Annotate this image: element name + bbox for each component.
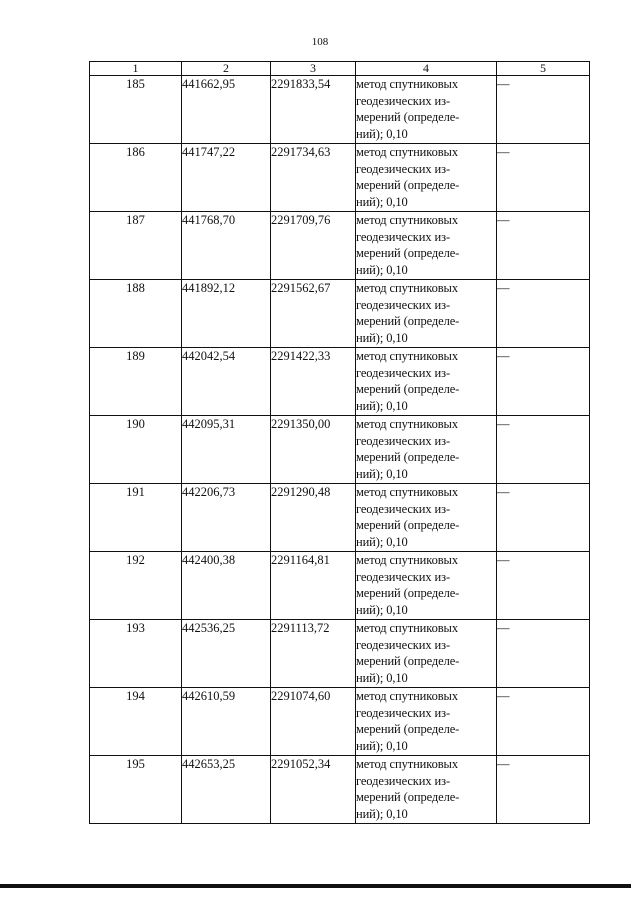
x-coordinate: 442042,54 [182,348,271,416]
y-coordinate: 2291290,48 [271,484,356,552]
table-row [90,552,590,620]
method-description: метод спутниковых геодезических из- мерений (определе- ний); 0,10 [356,756,497,824]
table-row [90,416,590,484]
table-row [90,348,590,416]
point-number: 195 [90,756,182,824]
x-coordinate: 442400,38 [182,552,271,620]
x-coordinate: 441768,70 [182,212,271,280]
method-description: метод спутниковых геодезических из- мерений (определе- ний); 0,10 [356,484,497,552]
point-number: 186 [90,144,182,212]
y-coordinate: 2291052,34 [271,756,356,824]
note-dash: — [497,552,590,620]
point-number: 190 [90,416,182,484]
column-header-2: 2 [182,62,271,76]
y-coordinate: 2291422,33 [271,348,356,416]
x-coordinate: 442653,25 [182,756,271,824]
y-coordinate: 2291833,54 [271,76,356,144]
point-number: 189 [90,348,182,416]
y-coordinate: 2291709,76 [271,212,356,280]
x-coordinate: 442095,31 [182,416,271,484]
note-dash: — [497,212,590,280]
column-header-3: 3 [271,62,356,76]
table-header-row [90,62,590,76]
coordinates-table [89,61,590,824]
table-row [90,144,590,212]
point-number: 193 [90,620,182,688]
x-coordinate: 441892,12 [182,280,271,348]
table-row [90,620,590,688]
note-dash: — [497,76,590,144]
method-description: метод спутниковых геодезических из- мерений (определе- ний); 0,10 [356,144,497,212]
note-dash: — [497,688,590,756]
table-row [90,688,590,756]
x-coordinate: 441662,95 [182,76,271,144]
note-dash: — [497,484,590,552]
note-dash: — [497,144,590,212]
y-coordinate: 2291734,63 [271,144,356,212]
method-description: метод спутниковых геодезических из- мерений (определе- ний); 0,10 [356,76,497,144]
method-description: метод спутниковых геодезических из- мерений (определе- ний); 0,10 [356,688,497,756]
x-coordinate: 442206,73 [182,484,271,552]
table-row [90,484,590,552]
table-row [90,212,590,280]
method-description: метод спутниковых геодезических из- мерений (определе- ний); 0,10 [356,552,497,620]
note-dash: — [497,416,590,484]
table-row [90,756,590,824]
note-dash: — [497,280,590,348]
table-row [90,76,590,144]
page-number: 108 [311,36,329,48]
point-number: 187 [90,212,182,280]
column-header-5: 5 [497,62,590,76]
table-body [90,76,590,824]
method-description: метод спутниковых геодезических из- мерений (определе- ний); 0,10 [356,416,497,484]
point-number: 191 [90,484,182,552]
table-row [90,280,590,348]
note-dash: — [497,348,590,416]
y-coordinate: 2291113,72 [271,620,356,688]
point-number: 185 [90,76,182,144]
column-header-1: 1 [90,62,182,76]
y-coordinate: 2291562,67 [271,280,356,348]
point-number: 192 [90,552,182,620]
method-description: метод спутниковых геодезических из- мерений (определе- ний); 0,10 [356,620,497,688]
method-description: метод спутниковых геодезических из- мерений (определе- ний); 0,10 [356,280,497,348]
y-coordinate: 2291350,00 [271,416,356,484]
y-coordinate: 2291164,81 [271,552,356,620]
x-coordinate: 442536,25 [182,620,271,688]
note-dash: — [497,756,590,824]
x-coordinate: 442610,59 [182,688,271,756]
y-coordinate: 2291074,60 [271,688,356,756]
note-dash: — [497,620,590,688]
method-description: метод спутниковых геодезических из- мерений (определе- ний); 0,10 [356,212,497,280]
column-header-4: 4 [356,62,497,76]
point-number: 194 [90,688,182,756]
method-description: метод спутниковых геодезических из- мерений (определе- ний); 0,10 [356,348,497,416]
point-number: 188 [90,280,182,348]
x-coordinate: 441747,22 [182,144,271,212]
bottom-divider [0,884,631,888]
